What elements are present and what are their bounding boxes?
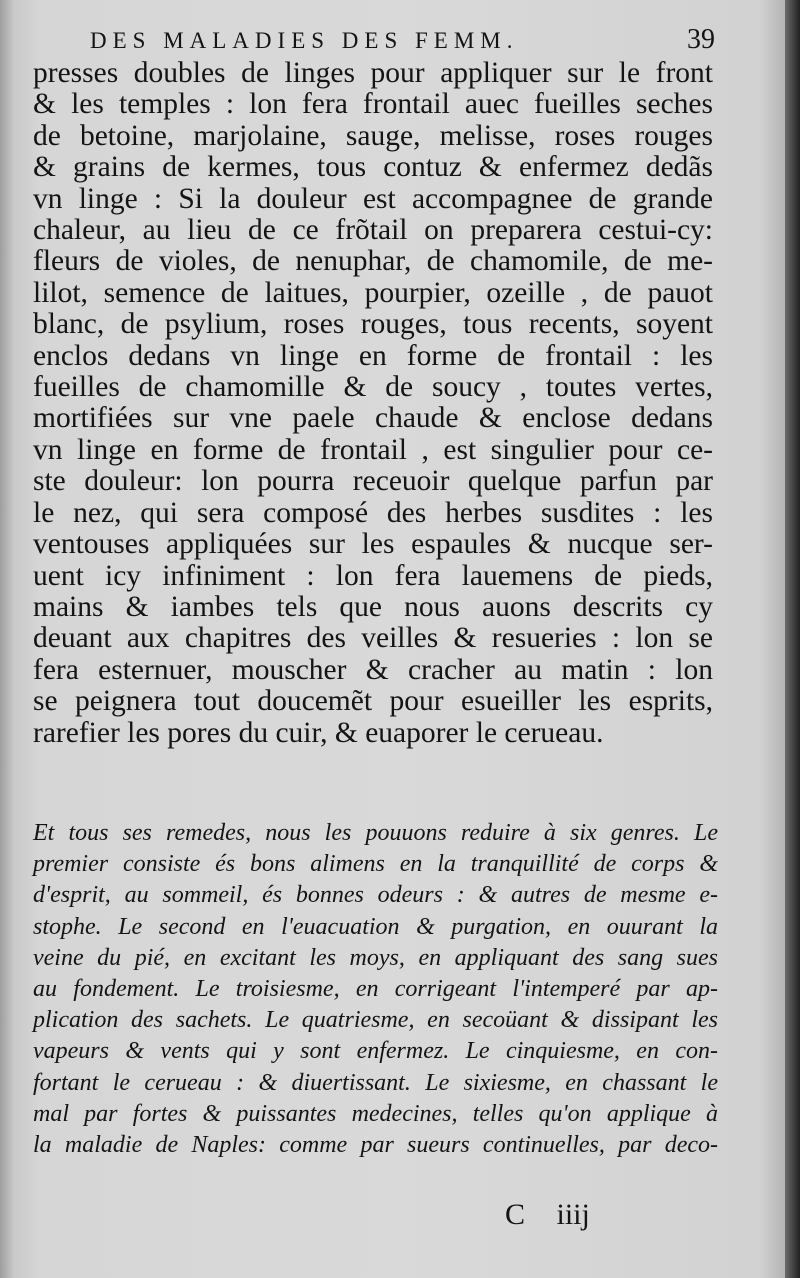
text-line: & grains de kermes, tous contuz & enfermez dedãs (33, 151, 713, 184)
text-line: blanc, de psylium, roses rouges, tous recents, soyent (33, 308, 713, 341)
text-line: se peignera tout doucemẽt pour esueiller les esprits, (33, 685, 713, 718)
running-title: DES MALADIES DES FEMM. (90, 28, 519, 53)
text-line: uent icy infiniment : lon fera lauemens de pieds, (33, 559, 713, 592)
text-line: de betoine, marjolaine, sauge, melisse, roses rouges (33, 119, 713, 152)
text-line: deuant aux chapitres des veilles & resueries : lon se (33, 622, 713, 655)
text-line: ventouses appliquées sur les espaules & nucque ser- (33, 528, 713, 561)
italic-line: d'esprit, au sommeil, és bonnes odeurs : & autres de mesme e- (33, 882, 718, 909)
italic-line: vapeurs & vents qui y sont enfermez. Le cinquiesme, en con- (33, 1038, 718, 1065)
text-line: fera esternuer, mouscher & cracher au matin : lon (33, 653, 713, 686)
text-line: vn linge : Si la douleur est accompagnee de grande (33, 182, 713, 215)
text-line: chaleur, au lieu de ce frõtail on preparera cestui-cy: (33, 214, 713, 247)
text-line-last: rarefier les pores du cuir, & euaporer le cerueau. (33, 716, 604, 749)
signature-mark: C iiij (505, 1198, 590, 1231)
italic-summary (33, 818, 718, 1161)
body-paragraph (33, 58, 713, 749)
page-number: 39 (687, 24, 715, 55)
text-line: & les temples : lon fera frontail auec fueilles seches (33, 88, 713, 121)
text-line: mortifiées sur vne paele chaude & enclose dedans (33, 402, 713, 435)
text-line: presses doubles de linges pour appliquer sur le front (33, 57, 713, 89)
italic-line: fortant le cerueau : & diuertissant. Le sixiesme, en chassant le (33, 1069, 718, 1096)
italic-line: stophe. Le second en l'euacuation & purgation, en ouurant la (33, 913, 718, 940)
text-line: fueilles de chamomille & de soucy , toutes vertes, (33, 371, 713, 404)
page-header (90, 24, 715, 55)
text-line: mains & iambes tels que nous auons descrits cy (33, 590, 713, 623)
text-line: fleurs de violes, de nenuphar, de chamomile, de me- (33, 245, 713, 278)
italic-line: plication des sachets. Le quatriesme, en secoüant & dissipant les (33, 1007, 718, 1034)
italic-line: mal par fortes & puissantes medecines, telles qu'on applique à (33, 1100, 718, 1127)
italic-line: la maladie de Naples: comme par sueurs continuelles, par deco- (33, 1132, 718, 1159)
page-edge (785, 0, 800, 1278)
text-line: lilot, semence de laitues, pourpier, ozeille , de pauot (33, 276, 713, 309)
text-line: enclos dedans vn linge en forme de frontail : les (33, 339, 713, 372)
italic-line: au fondement. Le troisiesme, en corrigeant l'intemperé par ap- (33, 976, 718, 1003)
text-line: le nez, qui sera composé des herbes susdites : les (33, 496, 713, 529)
italic-line: veine du pié, en excitant les moys, en appliquant des sang sues (33, 944, 718, 971)
italic-line: Et tous ses remedes, nous les pouuons reduire à six genres. Le (33, 820, 718, 846)
text-line: ste douleur: lon pourra receuoir quelque parfun par (33, 465, 713, 498)
text-line: vn linge en forme de frontail , est singulier pour ce- (33, 433, 713, 466)
italic-line: premier consiste és bons alimens en la tranquillité de corps & (33, 851, 718, 878)
